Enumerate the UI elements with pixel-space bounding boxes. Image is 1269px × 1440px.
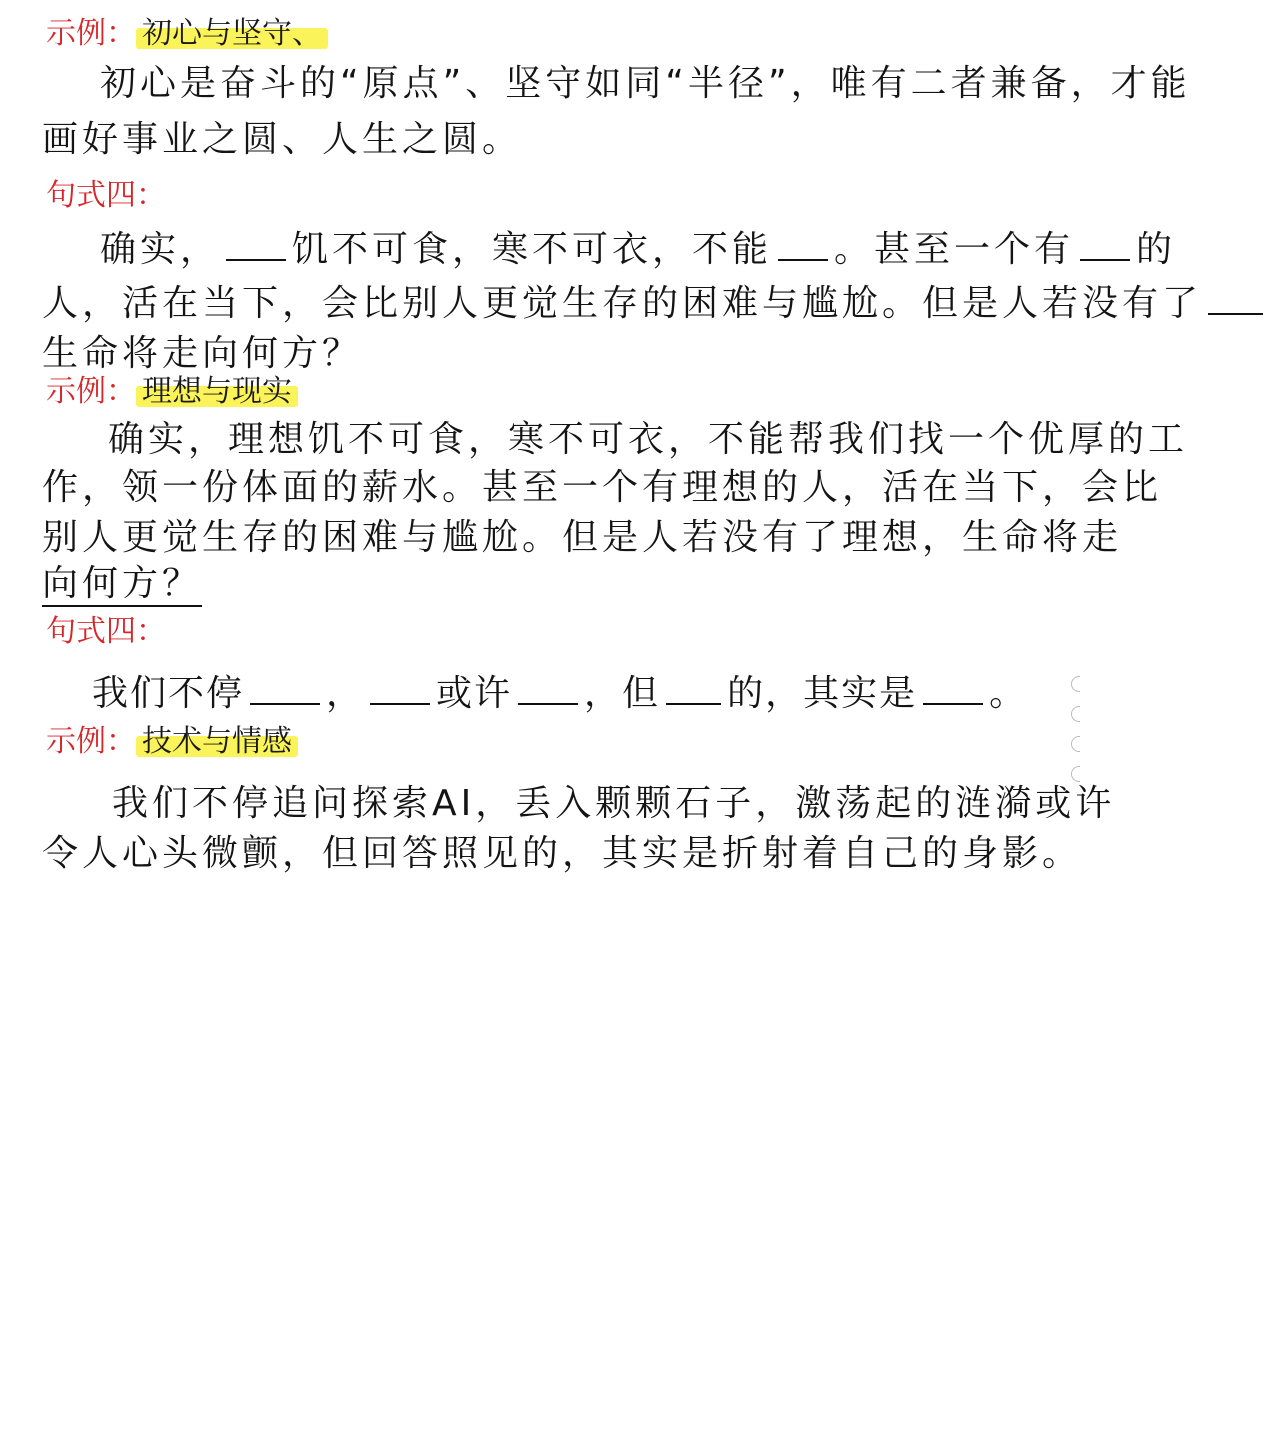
blank: [778, 251, 828, 261]
blank: [370, 695, 430, 705]
text-line: 作，领一份体面的薪水。甚至一个有理想的人，活在当下，会比: [42, 467, 1163, 508]
example-label: 示例：: [46, 16, 136, 51]
text-line: 画好事业之圆、人生之圆。: [42, 119, 523, 160]
topic-highlight: 理想与现实: [136, 374, 298, 409]
blank: [1080, 251, 1130, 261]
text-line: 确实，理想饥不可食，寒不可衣，不能帮我们找一个优厚的工: [108, 419, 1189, 460]
blank: [923, 695, 983, 705]
text-line: 初心是奋斗的“原点”、坚守如同“半径”，唯有二者兼备，才能: [100, 63, 1191, 104]
pattern-label: 句式四：: [46, 178, 166, 213]
pattern-line: 生命将走向何方？: [42, 333, 363, 374]
pattern-line: 我们不停 ， 或许 ，但 的，其实是 。: [92, 673, 1028, 714]
pattern-line: 人，活在当下，会比别人更觉生存的困难与尴尬。但是人若没有了: [42, 282, 1269, 326]
example-label: 示例：: [46, 724, 136, 759]
text-line: 向何方？: [42, 562, 202, 606]
example-label: 示例：: [46, 374, 136, 409]
binding-mark-icon: [1071, 706, 1080, 722]
section-2-heading: [46, 176, 166, 216]
blank: [250, 695, 320, 705]
section-1-heading: [46, 14, 328, 54]
text-line: 别人更觉生存的困难与尴尬。但是人若没有了理想，生命将走: [42, 517, 1123, 558]
text-line: 令人心头微颤，但回答照见的，其实是折射着自己的身影。: [42, 833, 1083, 874]
blank: [666, 695, 721, 705]
binding-mark-icon: [1071, 676, 1080, 692]
blank: [518, 695, 578, 705]
pattern-line: 确实， 饥不可食，寒不可衣，不能 。甚至一个有 的: [100, 229, 1177, 270]
section-3-heading: [46, 372, 298, 412]
topic-highlight: 技术与情感: [136, 724, 298, 759]
section-4-heading: [46, 612, 166, 652]
blank: [1208, 305, 1263, 315]
binding-mark-icon: [1071, 766, 1080, 782]
binding-mark-icon: [1071, 736, 1080, 752]
pattern-label: 句式四：: [46, 614, 166, 649]
blank: [226, 251, 286, 261]
text-line: 我们不停追问探索AI，丢入颗颗石子，激荡起的涟漪或许: [112, 783, 1116, 824]
topic-highlight: 初心与坚守、: [136, 16, 328, 51]
section-5-heading: [46, 722, 298, 762]
